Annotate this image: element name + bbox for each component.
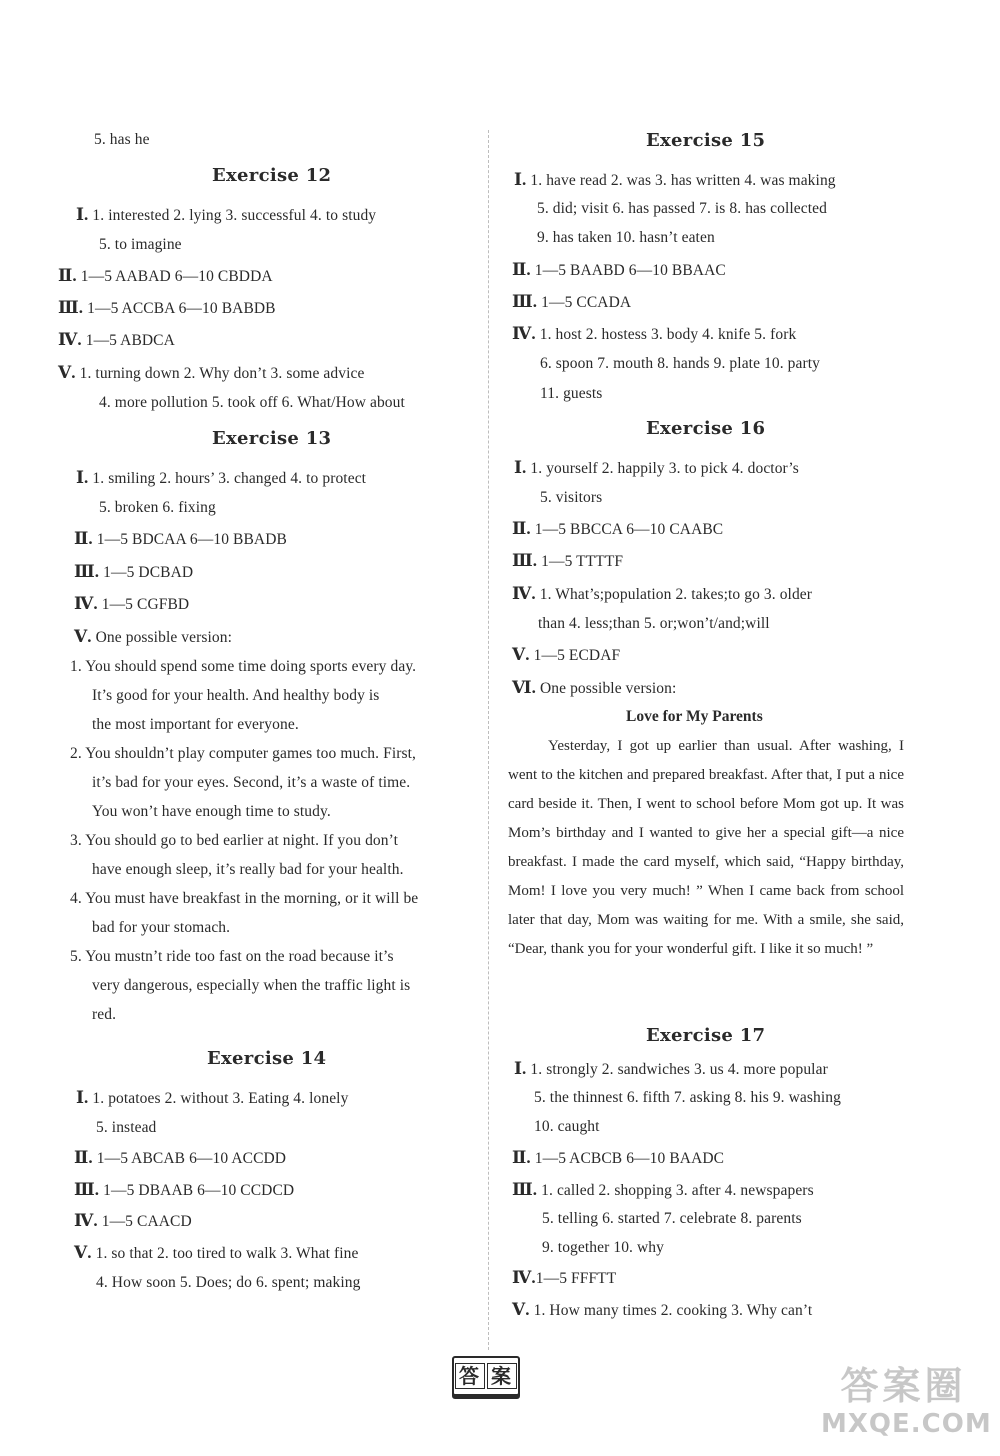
ex16-section-4-line-1 [512,584,812,605]
roman-numeral: Ⅰ. [76,1088,89,1107]
ex15-section-1-line-1 [514,170,836,191]
answer-text: 1. What’s;population 2. takes;to go 3. older [539,586,813,603]
roman-numeral: Ⅴ. [74,627,92,646]
ex13-suggestion-2-line-1: 2. You shouldn’t play computer games too much. First, [70,745,417,762]
ex13-suggestion-4-line-2: bad for your stomach. [92,919,231,936]
ex17-section-1-line-1 [514,1059,828,1080]
essay-body: Yesterday, I got up earlier than usual. After washing, I went to the kitchen and prepared breakfast. After that, I put a nice card beside it. Then, I went to school before Mom got up. It was Mom’s birthday and I wanted to give her a special gift—a nice breakfast. I made the card myself, which said, “Happy birthday, Mom! I love you very much! ” When I came back from school later that day, Mom was waiting for me. With a smile, she said, “Dear, thank you for your wonderful gift. I like it so much! ” [508,738,904,957]
ex12-section-2 [58,266,273,287]
answer-text: 1. so that 2. too tired to walk 3. What fine [95,1245,359,1262]
roman-numeral: Ⅲ. [512,1180,538,1199]
ex14-section-2 [74,1148,286,1169]
answer-text: 1. turning down 2. Why don’t 3. some advice [79,365,365,382]
roman-numeral: Ⅴ. [58,363,76,382]
ex13-suggestion-1-line-1: 1. You should spend some time doing sports every day. [70,658,417,675]
ex15-section-3 [512,292,631,313]
ex13-suggestion-4-line-1: 4. You must have breakfast in the morning, or it will be [70,890,419,907]
roman-numeral: Ⅴ. [74,1243,92,1262]
roman-numeral: Ⅱ. [512,260,531,279]
answer-text: 1. called 2. shopping 3. after 4. newspapers [541,1182,814,1199]
roman-numeral: Ⅱ. [58,266,77,285]
site-watermark-logo [821,1363,992,1448]
answer-text: 1. have read 2. was 3. has written 4. was making [530,172,836,189]
exercise-15-title: Exercise 15 [646,130,766,151]
ex15-section-1-line-3: 9. has taken 10. hasn’t eaten [537,229,715,246]
ex14-section-4 [74,1211,192,1232]
ex17-section-3-line-2: 5. telling 6. started 7. celebrate 8. parents [542,1210,802,1227]
answer-text: 1—5 TTTTF [541,553,624,570]
answer-text: 1—5 BDCAA 6—10 BBADB [96,531,287,548]
answer-text: 1—5 CCADA [541,294,632,311]
roman-numeral: Ⅰ. [514,458,527,477]
column-divider [488,130,489,1350]
ex13-section-5-label [74,627,232,648]
ex13-section-1-line-1 [76,468,366,489]
roman-numeral: Ⅴ. [512,645,530,664]
badge-char: 答 [455,1363,485,1389]
answer-text: 1. potatoes 2. without 3. Eating 4. lonely [92,1090,349,1107]
roman-numeral: Ⅵ. [512,678,536,697]
ex16-section-5 [512,645,620,666]
ex13-suggestion-3-line-1: 3. You should go to bed earlier at night. If you don’t [70,832,399,849]
roman-numeral: Ⅰ. [76,468,89,487]
answer-text: 1—5 FFFTT [535,1270,617,1287]
answer-text: 1. smiling 2. hours’ 3. changed 4. to protect [92,470,367,487]
ex17-section-1-line-3: 10. caught [534,1118,600,1135]
answer-text: 1—5 ABCAB 6—10 ACCDD [96,1150,287,1167]
roman-numeral: Ⅲ. [58,298,84,317]
ex17-section-2 [512,1148,724,1169]
ex16-section-1-line-2: 5. visitors [540,489,603,506]
answer-text: 1—5 ACBCB 6—10 BAADC [534,1150,725,1167]
answer-text: 1—5 ECDAF [533,647,621,664]
ex14-section-3 [74,1180,294,1201]
ex13-suggestion-1-line-3: the most important for everyone. [92,716,299,733]
answer-text: 1—5 BAABD 6—10 BBAAC [534,262,726,279]
answer-text: 1—5 ACCBA 6—10 BABDB [87,300,276,317]
ex14-section-1-line-1 [76,1088,348,1109]
answer-text: 1—5 DBAAB 6—10 CCDCD [103,1182,295,1199]
exercise-14-title: Exercise 14 [207,1048,327,1069]
essay-title: Love for My Parents [626,708,763,725]
ex12-section-1-line-2: 5. to imagine [99,236,182,253]
ex12-section-3 [58,298,276,319]
ex15-section-2 [512,260,726,281]
ex17-section-5 [512,1300,812,1321]
answer-text: 1. interested 2. lying 3. successful 4. to study [92,207,377,224]
roman-numeral: Ⅲ. [512,551,538,570]
roman-numeral: Ⅳ. [74,594,98,613]
ex17-section-3-line-1 [512,1180,814,1201]
roman-numeral: Ⅳ. [512,1268,536,1287]
answer-text: 1. host 2. hostess 3. body 4. knife 5. fork [539,326,797,343]
ex16-section-1-line-1 [514,458,799,479]
roman-numeral: Ⅰ. [514,170,527,189]
ex15-section-4-line-3: 11. guests [540,385,603,402]
answer-text: 1—5 BBCCA 6—10 CAABC [534,521,724,538]
exercise-13-title: Exercise 13 [212,428,332,449]
roman-numeral: Ⅲ. [74,1180,100,1199]
ex13-section-4 [74,594,189,615]
roman-numeral: Ⅴ. [512,1300,530,1319]
exercise-16-title: Exercise 16 [646,418,766,439]
ex13-section-2 [74,529,287,550]
roman-numeral: Ⅲ. [512,292,538,311]
roman-numeral: Ⅰ. [76,205,89,224]
ex17-section-1-line-2: 5. the thinnest 6. fifth 7. asking 8. his 9. washing [534,1089,841,1106]
answer-text: 1—5 DCBAD [103,564,194,581]
ex16-section-2 [512,519,723,540]
ex12-section-5-line-1 [58,363,364,384]
watermark-top: 答案圈 [840,1364,967,1408]
answer-text: 1. How many times 2. cooking 3. Why can’t [533,1302,813,1319]
roman-numeral: Ⅳ. [512,324,536,343]
answer-text: One possible version: [95,629,233,646]
ex15-section-4-line-2: 6. spoon 7. mouth 8. hands 9. plate 10. party [540,355,821,372]
answer-text: 1—5 ABDCA [85,332,175,349]
carry-over-line: 5. has he [94,131,150,148]
roman-numeral: Ⅱ. [74,1148,93,1167]
ex13-suggestion-3-line-2: have enough sleep, it’s really bad for your health. [92,861,404,878]
roman-numeral: Ⅳ. [58,330,82,349]
answer-text: 1—5 AABAD 6—10 CBDDA [80,268,273,285]
ex13-section-3 [74,562,193,583]
ex13-section-1-line-2: 5. broken 6. fixing [99,499,216,516]
ex17-section-3-line-3: 9. together 10. why [542,1239,665,1256]
ex13-suggestion-5-line-2: very dangerous, especially when the traffic light is [92,977,411,994]
watermark-bottom: MXQE.COM [821,1409,992,1439]
answer-text: 1—5 CGFBD [101,596,190,613]
roman-numeral: Ⅱ. [74,529,93,548]
ex16-section-3 [512,551,623,572]
roman-numeral: Ⅰ. [514,1059,527,1078]
ex16-section-6-label [512,678,676,699]
ex14-section-5-line-1 [74,1243,358,1264]
ex13-suggestion-5-line-3: red. [92,1006,117,1023]
ex13-suggestion-2-line-2: it’s bad for your eyes. Second, it’s a waste of time. [92,774,411,791]
exercise-12-title: Exercise 12 [212,165,332,186]
ex14-section-1-line-2: 5. instead [96,1119,157,1136]
badge-char: 案 [487,1363,517,1389]
ex15-section-4-line-1 [512,324,796,345]
exercise-17-title: Exercise 17 [646,1025,766,1046]
roman-numeral: Ⅳ. [512,584,536,603]
ex13-suggestion-1-line-2: It’s good for your health. And healthy body is [92,687,380,704]
answer-text: One possible version: [539,680,677,697]
ex12-section-4 [58,330,175,351]
roman-numeral: Ⅳ. [74,1211,98,1230]
ex14-section-5-line-2: 4. How soon 5. Does; do 6. spent; making [96,1274,361,1291]
ex15-section-1-line-2: 5. did; visit 6. has passed 7. is 8. has collected [537,200,827,217]
answer-text: 1. strongly 2. sandwiches 3. us 4. more popular [530,1061,828,1078]
answer-badge-icon [452,1356,520,1396]
roman-numeral: Ⅱ. [512,519,531,538]
roman-numeral: Ⅲ. [74,562,100,581]
ex12-section-5-line-2: 4. more pollution 5. took off 6. What/How about [99,394,405,411]
ex16-section-4-line-2: than 4. less;than 5. or;won’t/and;will [538,615,770,632]
answer-text: 1. yourself 2. happily 3. to pick 4. doctor’s [530,460,799,477]
roman-numeral: Ⅱ. [512,1148,531,1167]
ex12-section-1-line-1 [76,205,376,226]
answer-text: 1—5 CAACD [101,1213,192,1230]
ex17-section-4 [512,1268,616,1289]
ex13-suggestion-2-line-3: You won’t have enough time to study. [92,803,331,820]
ex13-suggestion-5-line-1: 5. You mustn’t ride too fast on the road because it’s [70,948,394,965]
